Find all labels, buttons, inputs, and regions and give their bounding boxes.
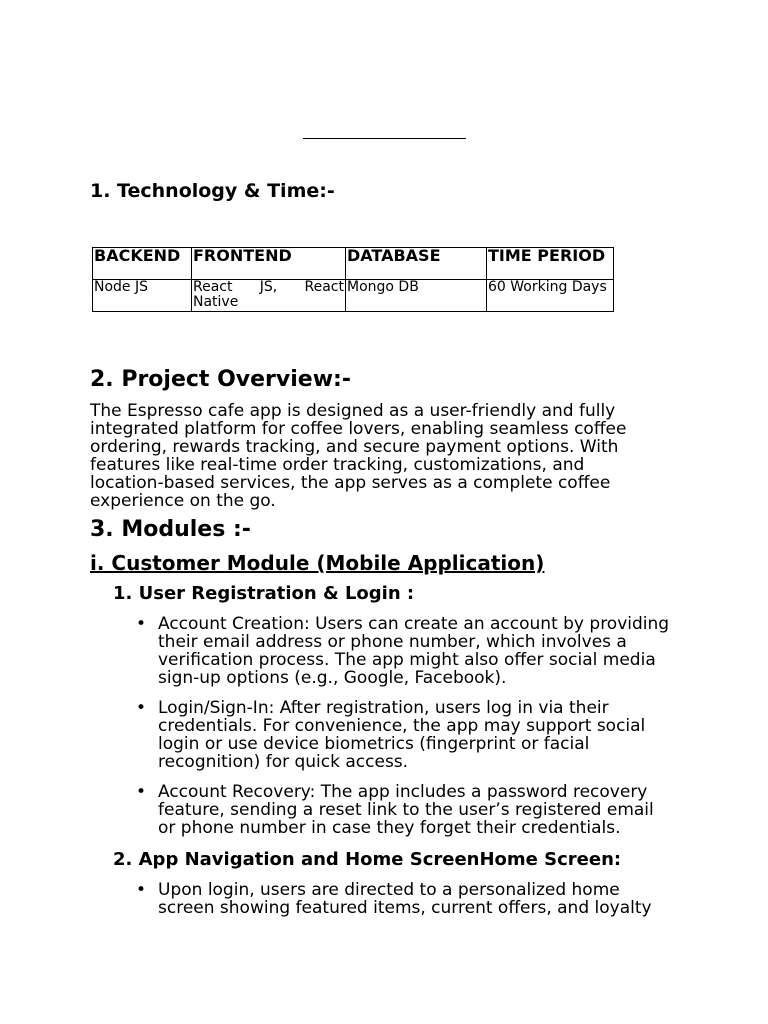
cell-time-period: 60 Working Days [487, 280, 614, 312]
bullet-icon: • [136, 614, 147, 634]
header-time-period: TIME PERIOD [487, 248, 614, 280]
section-modules-heading: 3. Modules :- [90, 517, 251, 542]
list-item-text: Account Recovery: The app includes a password recovery feature, sending a reset link to the user’s registered email or phone number in case they forget their credentials. [158, 782, 654, 838]
cell-backend: Node JS [93, 280, 192, 312]
table-row [93, 280, 614, 312]
section-technology-time-heading: 1. Technology & Time:- [90, 180, 335, 202]
app-navigation-heading: 2. App Navigation and Home ScreenHome Screen: [113, 849, 622, 870]
project-overview-paragraph: The Espresso cafe app is designed as a user-friendly and fully integrated platform for coffee lovers, enabling seamless coffee ordering, rewards tracking, and secure payment options. With features like real-time order tracking, customizations, and location-based services, the app serves as a complete coffee experience on the go. [90, 401, 627, 511]
bullet-icon: • [136, 880, 147, 900]
app-navigation-bullet-list [136, 881, 676, 917]
list-item [136, 615, 676, 687]
customer-module-subheading: i. Customer Module (Mobile Application) [90, 551, 545, 575]
list-item-text: Login/Sign-In: After registration, users log in via their credentials. For convenience, the app may support social login or use device biometrics (fingerprint or facial recognition) for quick access. [158, 698, 646, 772]
technology-table [92, 247, 614, 312]
top-horizontal-rule [303, 138, 466, 139]
user-registration-heading: 1. User Registration & Login : [113, 583, 415, 604]
section-project-overview-heading: 2. Project Overview:- [90, 367, 351, 392]
header-frontend: FRONTEND [192, 248, 346, 280]
list-item [136, 783, 676, 837]
cell-frontend: React JS, React Native [193, 279, 344, 310]
table-header-row [93, 248, 614, 280]
user-registration-bullet-list [136, 615, 676, 837]
list-item [136, 881, 676, 917]
header-backend: BACKEND [93, 248, 192, 280]
cell-database: Mongo DB [346, 280, 487, 312]
bullet-icon: • [136, 698, 147, 718]
list-item-text: Account Creation: Users can create an account by providing their email address or phone number, which involves a verification process. The app might also offer social media sign-up options (e.g., Google, Facebook). [158, 614, 670, 688]
bullet-icon: • [136, 782, 147, 802]
list-item [136, 699, 676, 771]
header-database: DATABASE [346, 248, 487, 280]
list-item-text: Upon login, users are directed to a personalized home screen showing featured items, current offers, and loyalty [158, 880, 652, 918]
